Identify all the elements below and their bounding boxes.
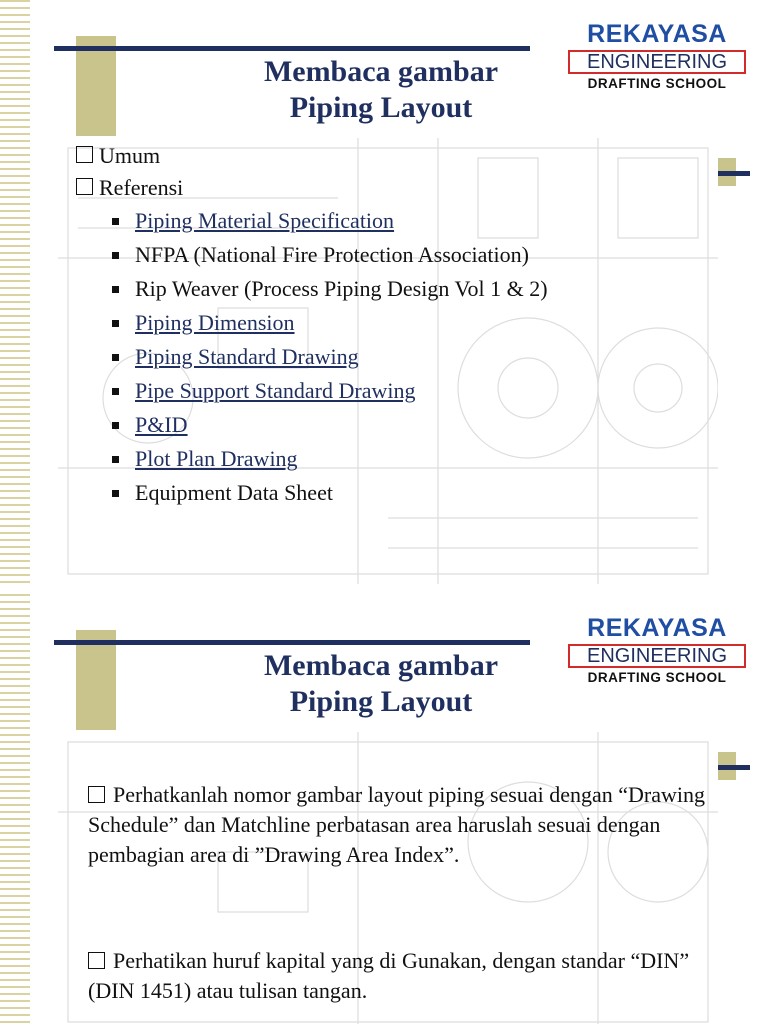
reference-link[interactable]: Piping Standard Drawing [135,344,359,369]
reference-item[interactable] [112,442,548,476]
reference-link[interactable]: Piping Material Specification [135,208,395,233]
logo-line-2: ENGINEERING [568,644,746,668]
title-rule [54,640,530,645]
paragraph-1 [88,780,728,870]
logo-line-1: REKAYASA [587,614,727,642]
checkbox-bullet-icon [76,146,93,163]
rekayasa-logo [568,20,746,92]
square-bullet-icon [112,456,119,463]
square-bullet-icon [112,354,119,361]
square-bullet-icon [112,252,119,259]
square-bullet-icon [112,422,119,429]
checkbox-bullet-icon [88,952,105,969]
slide-title [230,648,532,720]
reference-item[interactable] [112,306,548,340]
side-marker-bar [718,171,750,176]
slide-2 [0,594,768,1024]
square-bullet-icon [112,218,119,225]
logo-line-3: DRAFTING SCHOOL [587,76,727,91]
reference-item[interactable] [112,340,548,374]
reference-label: NFPA (National Fire Protection Association) [135,242,529,267]
reference-item[interactable] [112,204,548,238]
checkbox-bullet-icon [88,786,105,803]
reference-label: Equipment Data Sheet [135,480,333,505]
title-line-1: Membaca gambar [263,55,499,88]
slide-1-content [76,140,548,510]
logo-line-3: DRAFTING SCHOOL [587,670,727,685]
square-bullet-icon [112,286,119,293]
logo-line-2: ENGINEERING [568,50,746,74]
logo-line-1: REKAYASA [587,20,727,48]
square-bullet-icon [112,320,119,327]
bullet-referensi [76,172,548,204]
square-bullet-icon [112,490,119,497]
reference-list [76,204,548,510]
reference-item[interactable] [112,374,548,408]
title-rule [54,46,530,51]
reference-label: Rip Weaver (Process Piping Design Vol 1 & 2) [135,276,548,301]
bullet-label: Referensi [99,175,184,200]
side-marker-bar [718,765,750,770]
title-line-2: Piping Layout [289,685,473,718]
reference-link[interactable]: P&ID [135,412,188,437]
rekayasa-logo [568,614,746,686]
title-accent-block [76,36,116,136]
bullet-umum [76,140,548,172]
title-line-1: Membaca gambar [263,649,499,682]
reference-link[interactable]: Plot Plan Drawing [135,446,298,471]
square-bullet-icon [112,388,119,395]
side-marker [718,158,768,198]
decorative-stripes [0,594,30,1024]
reference-item [112,476,548,510]
bullet-label: Umum [99,143,161,168]
title-accent-block [76,630,116,730]
decorative-stripes [0,0,30,584]
reference-item [112,238,548,272]
reference-link[interactable]: Piping Dimension [135,310,295,335]
reference-link[interactable]: Pipe Support Standard Drawing [135,378,416,403]
slide-title [230,54,532,126]
checkbox-bullet-icon [76,178,93,195]
title-line-2: Piping Layout [289,91,473,124]
paragraph-2 [88,946,728,1006]
reference-item[interactable] [112,408,548,442]
reference-item [112,272,548,306]
paragraph-text: Perhatkanlah nomor gambar layout piping sesuai dengan “Drawing Schedule” dan Matchline perbatasan area haruslah sesuai dengan pembagian area di ”Drawing Area Index”. [88,782,706,867]
paragraph-text: Perhatikan huruf kapital yang di Gunakan, dengan standar “DIN” (DIN 1451) atau tulisan tangan. [88,948,690,1003]
